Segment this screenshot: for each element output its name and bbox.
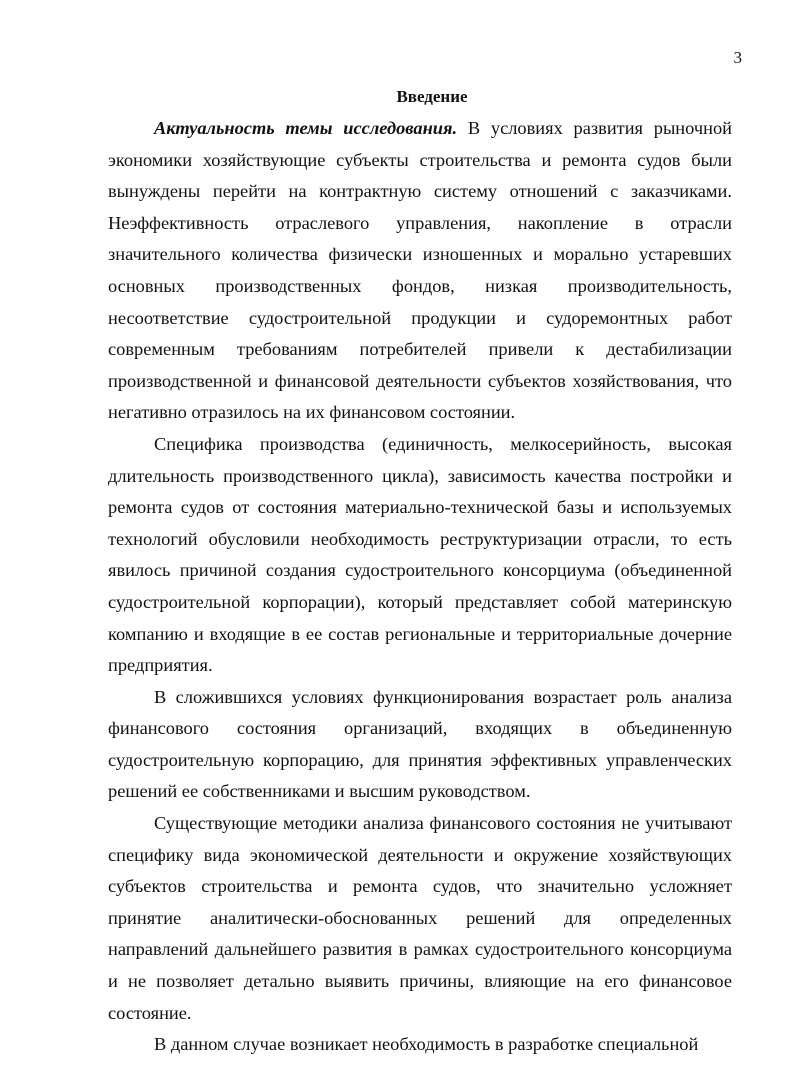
paragraph-conditions: В сложившихся условиях функционирования возрастает роль анализа финансового состояния организаций, входящих в объединенную судостроительную корпорацию, для принятия эффективных управленческих решений ее собственниками и высшим руководством.	[108, 686, 732, 802]
paragraph-methods: Существующие методики анализа финансового состояния не учитывают специфику вида экономической деятельности и окружение хозяйствующих субъектов строительства и ремонта судов, что значительно усложняет принятие аналитически-обоснованных решений для определенных направлений дальнейшего развития в рамках судостроительного консорциума и не позволяет детально выявить причины, влияющие на его финансовое состояние.	[108, 813, 732, 1023]
paragraph-lead: Актуальность темы исследования.	[154, 118, 458, 138]
paragraph-specifics: Специфика производства (единичность, мелкосерийность, высокая длительность производственного цикла), зависимость качества постройки и ремонта судов от состояния материально-технической базы и используемых технологий обусловили необходимость реструктуризации отрасли, то есть явилось причиной создания судостроительного консорциума (объединенной судостроительной корпорации), который представляет собой материнскую компанию и входящие в ее состав региональные и территориальные дочерние предприятия.	[108, 433, 732, 676]
section-title: Введение	[396, 87, 468, 106]
paragraph-text: В условиях развития рыночной экономики хозяйствующие субъекты строительства и ремонта судов были вынуждены перейти на контрактную систему отношений с заказчиками. Неэффективность отраслевого управления, накопление в отрасли значительного количества физически изношенных и морально устаревших основных производственных фондов, низкая производительность, несоответствие судостроительной продукции и судоремонтных работ современным требованиям потребителей привели к дестабилизации производственной и финансовой деятельности субъектов хозяйствования, что негативно отразилось на их финансовом состоянии.	[108, 118, 732, 423]
page-number: 3	[733, 48, 742, 67]
paragraph-relevance	[108, 113, 732, 429]
body-text	[108, 113, 732, 1061]
paragraph-necessity: В данном случае возникает необходимость в разработке специальной	[154, 1034, 699, 1055]
